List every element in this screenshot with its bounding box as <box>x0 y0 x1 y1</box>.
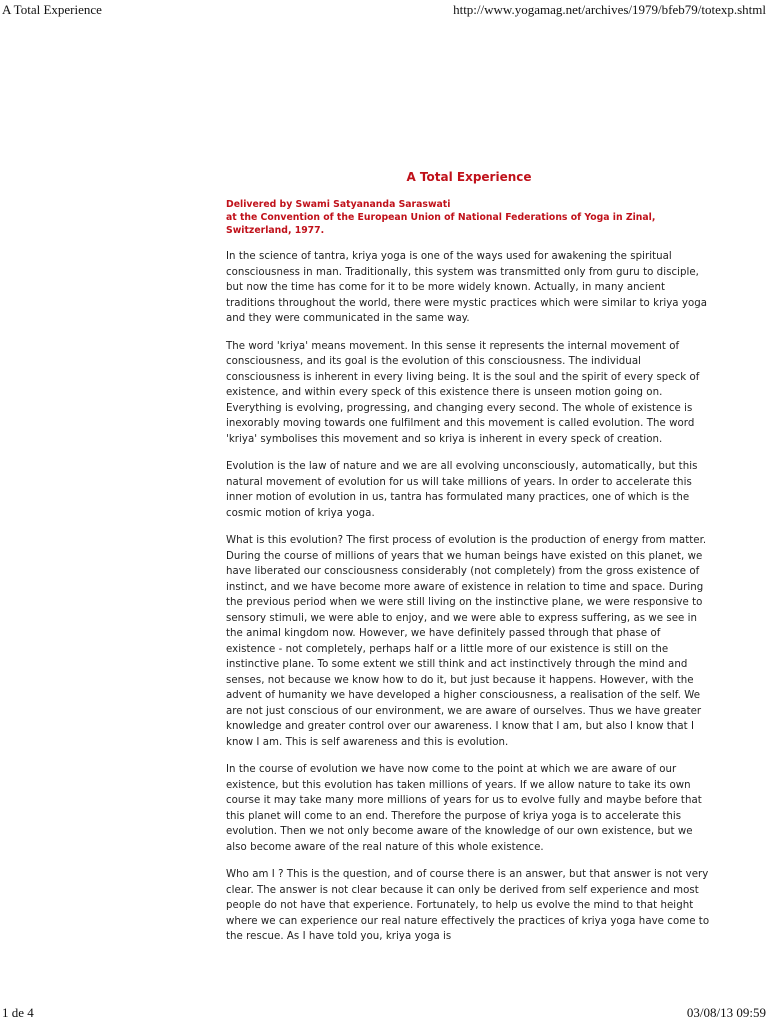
byline-speaker: Delivered by Swami Satyananda Saraswati <box>226 199 451 210</box>
paragraph: Evolution is the law of nature and we are all evolving unconsciously, automatically, but this natural movement of evolution for us will take millions of years. In order to accelerate this inner motion of evolution in us, tantra has formulated many practices, one of which is the cosmic motion of kriya yoga. <box>226 461 698 519</box>
paragraph: What is this evolution? The first process of evolution is the production of energy from matter. During the course of millions of years that we human beings have existed on this planet, we have liberated our consciousness considerably (not completely) from the gross existence of instinct, and we have become more aware of existence in relation to time and space. During the previous period when we were still living on the instinctive plane, we were responsive to sensory stimuli, we were able to enjoy, and we were able to express suffering, as we see in the animal kingdom now. However, we have definitely passed through that phase of existence - not completely, perhaps half or a little more of our existence is still on the instinctive plane. To some extent we still think and act instinctively through the mind and senses, not because we know how to do it, but just because it happens. However, with the advent of humanity we have developed a higher consciousness, a realisation of the self. We are not just conscious of our environment, we are aware of ourselves. Thus we have greater knowledge and greater control over our awareness. I know that I am, but also I know that I know I am. This is self awareness and this is evolution. <box>226 535 707 748</box>
byline-venue: at the Convention of the European Union of National Federations of Yoga in Zinal, Switzerland, 1977. <box>226 212 656 236</box>
paragraph: In the course of evolution we have now come to the point at which we are aware of our existence, but this evolution has taken millions of years. If we allow nature to take its own course it may take many more millions of years for us to evolve fully and maybe before that this planet will come to an end. Therefore the purpose of kriya yoga is to accelerate this evolution. Then we not only become aware of the knowledge of our own existence, but we also become aware of the real nature of this whole existence. <box>226 764 702 853</box>
print-header-url: http://www.yogamag.net/archives/1979/bfeb79/totexp.shtml <box>453 2 766 17</box>
print-footer-page: 1 de 4 <box>2 1005 34 1020</box>
print-footer-datetime: 03/08/13 09:59 <box>686 1005 766 1020</box>
paragraph: Who am I ? This is the question, and of course there is an answer, but that answer is not very clear. The answer is not clear because it can only be derived from self experience and most people do not have that experience. Fortunately, to help us evolve the mind to that height where we can experience our real nature effectively the practices of kriya yoga have come to the rescue. As I have told you, kriya yoga is <box>226 869 710 942</box>
article <box>226 170 712 957</box>
paragraph: The word 'kriya' means movement. In this sense it represents the internal movement of consciousness, and its goal is the evolution of this consciousness. The individual consciousness is inherent in every living being. It is the soul and the spirit of every speck of existence, and within every speck of this existence there is unseen motion going on. Everything is evolving, progressing, and changing every second. The whole of existence is inexorably moving towards one fulfilment and this movement is called evolution. The word 'kriya' symbolises this movement and so kriya is inherent in every speck of creation. <box>226 340 700 445</box>
print-header-title: A Total Experience <box>2 2 102 17</box>
article-title: A Total Experience <box>406 170 532 184</box>
paragraph: In the science of tantra, kriya yoga is one of the ways used for awakening the spiritual consciousness in man. Traditionally, this system was transmitted only from guru to disciple, but now the time has come for it to be more widely known. Actually, in many ancient traditions throughout the world, there were mystic practices which were similar to kriya yoga and they were communicated in the same way. <box>226 251 708 324</box>
article-byline <box>226 198 712 237</box>
